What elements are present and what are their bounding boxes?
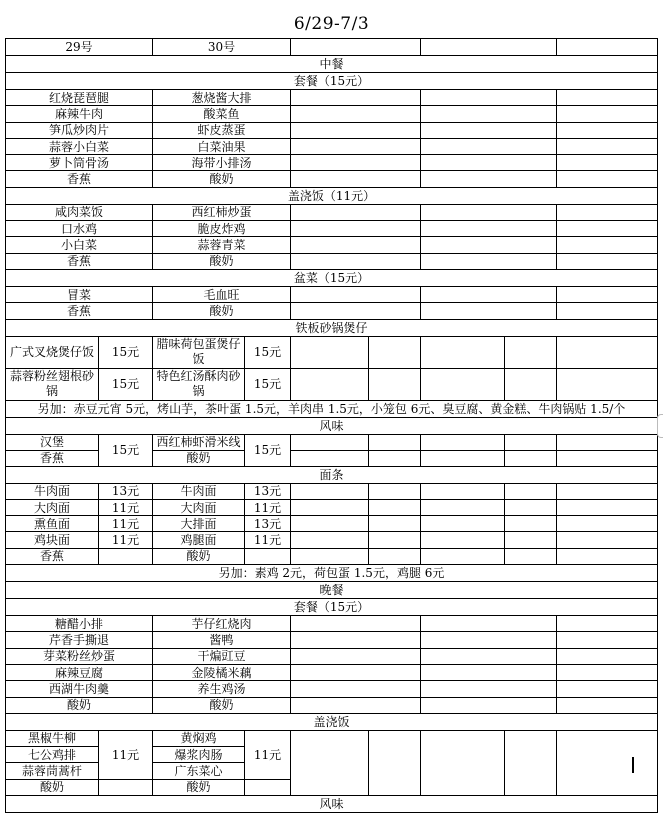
rice-bowl-dish-30: 酸奶 (153, 779, 245, 795)
noodle-dish-30: 鸡腿面 (153, 532, 245, 548)
price: 15元 (245, 434, 291, 466)
price: 11元 (99, 532, 153, 548)
noodle-dish-29: 熏鱼面 (6, 516, 99, 532)
empty-cell (421, 286, 557, 302)
empty-cell (291, 155, 421, 171)
empty-cell (557, 155, 658, 171)
empty-cell (291, 39, 421, 56)
empty-cell (291, 632, 421, 648)
menu-item-30: 虾皮蒸蛋 (153, 122, 291, 138)
table-row (6, 713, 658, 730)
empty-cell (557, 516, 658, 532)
window-edge-tab[interactable] (657, 414, 663, 438)
empty-cell (291, 499, 369, 515)
empty-cell (557, 697, 658, 713)
empty-cell (369, 434, 421, 450)
empty-cell (421, 204, 557, 220)
empty-cell (421, 368, 505, 400)
empty-cell (421, 122, 557, 138)
day-header-29: 29号 (6, 39, 153, 56)
menu-item-30: 芋仔红烧肉 (153, 616, 291, 632)
empty-cell (369, 450, 421, 466)
empty-cell (291, 548, 369, 564)
empty-cell (421, 106, 557, 122)
empty-cell (291, 434, 369, 450)
flavor-dish-29: 汉堡 (6, 434, 99, 450)
empty-cell (369, 483, 421, 499)
empty-cell (369, 548, 421, 564)
table-row (6, 204, 658, 220)
menu-item-29: 芹香手撕退 (6, 632, 153, 648)
price: 11元 (245, 499, 291, 515)
empty-cell (291, 138, 421, 154)
table-row (6, 616, 658, 632)
menu-item-30: 酸奶 (153, 253, 291, 269)
category-flavor: 风味 (6, 417, 658, 434)
empty-cell (291, 648, 421, 664)
category-rice-bowl: 盖浇饭（11元） (6, 187, 658, 204)
price: 15元 (99, 336, 153, 368)
empty-cell (557, 106, 658, 122)
menu-item-29: 芽菜粉丝炒蛋 (6, 648, 153, 664)
price: 11元 (99, 499, 153, 515)
table-row (6, 648, 658, 664)
empty-cell (421, 499, 505, 515)
table-row (6, 400, 658, 417)
table-row (6, 269, 658, 286)
table-row (6, 516, 658, 532)
noodle-dish-30: 大排面 (153, 516, 245, 532)
menu-item-29: 蒜蓉小白菜 (6, 138, 153, 154)
table-row (6, 187, 658, 204)
table-row (6, 582, 658, 599)
empty-cell (291, 204, 421, 220)
empty-cell (557, 548, 658, 564)
table-row (6, 138, 658, 154)
rice-bowl-dish-29: 蒜蓉茼蒿杆 (6, 763, 99, 779)
section-lunch: 中餐 (6, 56, 658, 73)
empty-cell (505, 532, 557, 548)
noodle-dish-29: 鸡块面 (6, 532, 99, 548)
menu-item-30: 葱烧酱大排 (153, 90, 291, 106)
table-row (6, 73, 658, 90)
menu-item-30: 蒜蓉青菜 (153, 237, 291, 253)
empty-cell (291, 450, 369, 466)
empty-cell (505, 336, 557, 368)
empty-cell (291, 286, 421, 302)
table-row (6, 730, 658, 746)
empty-cell (505, 483, 557, 499)
table-row (6, 319, 658, 336)
menu-item-30: 酸奶 (153, 697, 291, 713)
category-set-meal: 套餐（15元） (6, 73, 658, 90)
empty-cell (557, 237, 658, 253)
empty-cell (505, 499, 557, 515)
price (99, 548, 153, 564)
table-row (6, 681, 658, 697)
empty-cell (291, 516, 369, 532)
table-row (6, 697, 658, 713)
menu-item-30: 酸奶 (153, 303, 291, 319)
empty-cell (369, 499, 421, 515)
price: 11元 (245, 730, 291, 779)
empty-cell (291, 171, 421, 187)
menu-item-29: 口水鸡 (6, 221, 153, 237)
price: 11元 (245, 532, 291, 548)
menu-item-29: 萝卜筒骨汤 (6, 155, 153, 171)
category-set-meal: 套餐（15元） (6, 599, 658, 616)
table-row (6, 548, 658, 564)
empty-cell (421, 450, 505, 466)
flavor-dish-29: 香蕉 (6, 450, 99, 466)
table-row (6, 466, 658, 483)
empty-cell (557, 664, 658, 680)
empty-cell (291, 532, 369, 548)
empty-cell (557, 532, 658, 548)
table-row (6, 565, 658, 582)
menu-item-30: 干煸豇豆 (153, 648, 291, 664)
flavor-dish-30: 酸奶 (153, 450, 245, 466)
table-row (6, 532, 658, 548)
table-row (6, 483, 658, 499)
empty-cell (421, 237, 557, 253)
table-row (6, 286, 658, 302)
claypot-extras-note: 另加：赤豆元宵 5元，烤山芋，茶叶蛋 1.5元，羊肉串 1.5元，小笼包 6元、臭豆腐、黄金糕、牛肉锅贴 1.5/个 (6, 400, 658, 417)
table-row (6, 122, 658, 138)
day-header-30: 30号 (153, 39, 291, 56)
empty-cell (291, 616, 421, 632)
empty-cell (557, 681, 658, 697)
table-row (6, 368, 658, 400)
empty-cell (291, 237, 421, 253)
empty-cell (557, 730, 658, 795)
empty-cell (421, 516, 505, 532)
rice-bowl-dish-30: 爆浆肉肠 (153, 747, 245, 763)
empty-cell (557, 303, 658, 319)
table-row (6, 417, 658, 434)
empty-cell (557, 221, 658, 237)
empty-cell (421, 616, 557, 632)
empty-cell (421, 434, 505, 450)
menu-item-29: 笋瓜炒肉片 (6, 122, 153, 138)
flavor-dish-30: 西红柿虾滑米线 (153, 434, 245, 450)
price: 13元 (99, 483, 153, 499)
empty-cell (421, 138, 557, 154)
empty-cell (291, 664, 421, 680)
empty-cell (557, 483, 658, 499)
price: 15元 (245, 368, 291, 400)
price: 15元 (245, 336, 291, 368)
category-bowl-dish: 盆菜（15元） (6, 269, 658, 286)
empty-cell (557, 450, 658, 466)
table-row (6, 237, 658, 253)
menu-item-29: 西湖牛肉羹 (6, 681, 153, 697)
empty-cell (421, 90, 557, 106)
menu-item-29: 香蕉 (6, 253, 153, 269)
price: 13元 (245, 483, 291, 499)
menu-item-29: 麻辣牛肉 (6, 106, 153, 122)
empty-cell (421, 681, 557, 697)
empty-cell (557, 616, 658, 632)
menu-item-30: 酸菜鱼 (153, 106, 291, 122)
table-row (6, 106, 658, 122)
empty-cell (421, 171, 557, 187)
table-row (6, 336, 658, 368)
table-row (6, 221, 658, 237)
menu-table (5, 38, 658, 813)
claypot-dish-30: 特色红汤酥肉砂锅 (153, 368, 245, 400)
price: 11元 (99, 516, 153, 532)
menu-item-30: 脆皮炸鸡 (153, 221, 291, 237)
empty-cell (557, 90, 658, 106)
noodle-dish-29: 大肉面 (6, 499, 99, 515)
empty-cell (557, 171, 658, 187)
empty-cell (421, 155, 557, 171)
menu-item-29: 红烧琵琶腿 (6, 90, 153, 106)
menu-item-30: 西红柿炒蛋 (153, 204, 291, 220)
empty-cell (557, 286, 658, 302)
empty-cell (291, 122, 421, 138)
empty-cell (291, 697, 421, 713)
empty-cell (421, 697, 557, 713)
empty-cell (421, 336, 505, 368)
empty-cell (291, 483, 369, 499)
empty-cell (291, 368, 369, 400)
table-row (6, 56, 658, 73)
menu-item-29: 糖醋小排 (6, 616, 153, 632)
text-cursor (632, 757, 634, 773)
noodle-dish-30: 酸奶 (153, 548, 245, 564)
empty-cell (505, 516, 557, 532)
empty-cell (505, 730, 557, 795)
menu-item-29: 咸肉菜饭 (6, 204, 153, 220)
empty-cell (557, 253, 658, 269)
menu-item-30: 养生鸡汤 (153, 681, 291, 697)
empty-cell (291, 253, 421, 269)
empty-cell (557, 632, 658, 648)
noodle-dish-30: 牛肉面 (153, 483, 245, 499)
empty-cell (557, 368, 658, 400)
claypot-dish-30: 腊味荷包蛋煲仔饭 (153, 336, 245, 368)
empty-cell (557, 434, 658, 450)
empty-cell (421, 39, 557, 56)
category-claypot: 铁板砂锅煲仔 (6, 319, 658, 336)
noodles-extras-note: 另加：素鸡 2元，荷包蛋 1.5元，鸡腿 6元 (6, 565, 658, 582)
empty-cell (505, 368, 557, 400)
empty-cell (557, 499, 658, 515)
menu-item-29: 小白菜 (6, 237, 153, 253)
empty-cell (369, 368, 421, 400)
empty-cell (505, 548, 557, 564)
price: 15元 (99, 368, 153, 400)
empty-cell (291, 681, 421, 697)
price: 11元 (99, 730, 153, 779)
empty-cell (291, 303, 421, 319)
rice-bowl-dish-29: 黑椒牛柳 (6, 730, 99, 746)
empty-cell (421, 221, 557, 237)
empty-cell (421, 303, 557, 319)
price: 15元 (99, 434, 153, 466)
empty-cell (291, 106, 421, 122)
table-row (6, 253, 658, 269)
menu-item-29: 香蕉 (6, 171, 153, 187)
table-row (6, 796, 658, 813)
menu-item-30: 酸奶 (153, 171, 291, 187)
page-title: 6/29-7/3 (293, 14, 370, 34)
table-row (6, 90, 658, 106)
empty-cell (421, 548, 505, 564)
category-flavor: 风味 (6, 796, 658, 813)
rice-bowl-dish-30: 广东菜心 (153, 763, 245, 779)
empty-cell (291, 221, 421, 237)
table-row (6, 632, 658, 648)
claypot-dish-29: 蒜蓉粉丝翅根砂锅 (6, 368, 99, 400)
noodle-dish-29: 牛肉面 (6, 483, 99, 499)
empty-cell (421, 253, 557, 269)
table-row (6, 499, 658, 515)
empty-cell (557, 648, 658, 664)
empty-cell (421, 632, 557, 648)
empty-cell (505, 434, 557, 450)
empty-cell (421, 730, 505, 795)
empty-cell (421, 648, 557, 664)
menu-item-30: 白菜油果 (153, 138, 291, 154)
empty-cell (369, 730, 421, 795)
menu-item-29: 酸奶 (6, 697, 153, 713)
empty-cell (421, 532, 505, 548)
menu-item-29: 香蕉 (6, 303, 153, 319)
empty-cell (421, 664, 557, 680)
rice-bowl-dish-30: 黄焖鸡 (153, 730, 245, 746)
menu-item-30: 海带小排汤 (153, 155, 291, 171)
empty-cell (369, 516, 421, 532)
empty-cell (557, 336, 658, 368)
noodle-dish-30: 大肉面 (153, 499, 245, 515)
table-row (6, 434, 658, 450)
menu-item-30: 金陵橘米藕 (153, 664, 291, 680)
table-row (6, 303, 658, 319)
table-row (6, 664, 658, 680)
section-dinner: 晚餐 (6, 582, 658, 599)
category-rice-bowl: 盖浇饭 (6, 713, 658, 730)
empty-cell (505, 450, 557, 466)
empty-cell (291, 336, 369, 368)
empty-cell (421, 483, 505, 499)
table-row (6, 171, 658, 187)
price (245, 548, 291, 564)
empty-cell (557, 138, 658, 154)
table-row (6, 39, 658, 56)
empty-cell (99, 779, 153, 795)
table-row (6, 155, 658, 171)
empty-cell (369, 532, 421, 548)
empty-cell (291, 90, 421, 106)
menu-item-30: 酱鸭 (153, 632, 291, 648)
empty-cell (557, 122, 658, 138)
empty-cell (369, 336, 421, 368)
empty-cell (557, 204, 658, 220)
noodle-dish-29: 香蕉 (6, 548, 99, 564)
empty-cell (245, 779, 291, 795)
table-row (6, 599, 658, 616)
empty-cell (557, 39, 658, 56)
rice-bowl-dish-29: 酸奶 (6, 779, 99, 795)
menu-item-30: 毛血旺 (153, 286, 291, 302)
category-noodles: 面条 (6, 466, 658, 483)
empty-cell (291, 730, 369, 795)
rice-bowl-dish-29: 七公鸡排 (6, 747, 99, 763)
claypot-dish-29: 广式叉烧煲仔饭 (6, 336, 99, 368)
menu-item-29: 冒菜 (6, 286, 153, 302)
menu-item-29: 麻辣豆腐 (6, 664, 153, 680)
price: 13元 (245, 516, 291, 532)
